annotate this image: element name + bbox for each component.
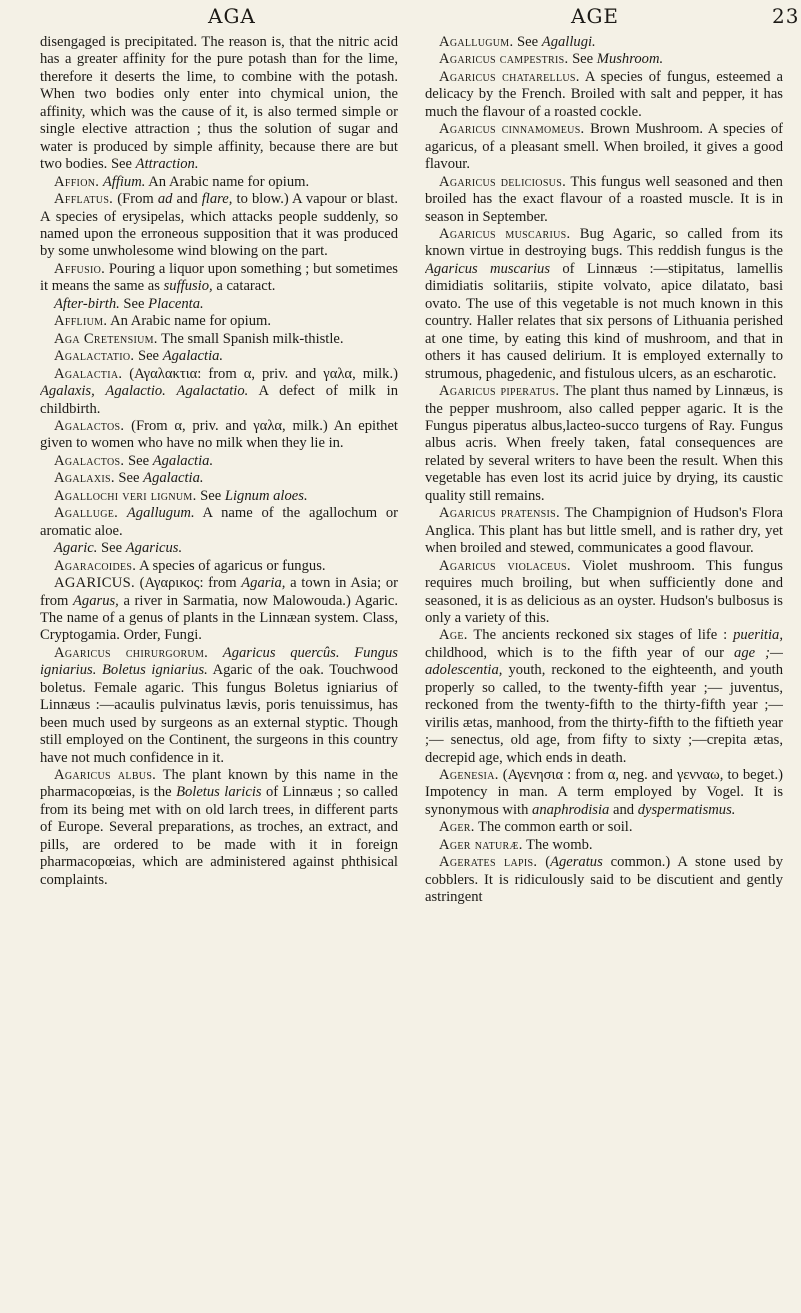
entry-text: of Linnæus :—stipitatus, lamellis dimidiatis solitariis, stipite volvato, apice dilatato, basi ovato. The use of this vegetable is not much known in this country. Haller relates that six persons of Lithuania perished at one time, by eating this kind of mushroom, and that in others it has caused delirium. It is employed externally to strumous, phagedenic, and fistulous ulcers, as an escharotic. [425,260,783,382]
entry-headword: Afflatus. [54,191,114,208]
dictionary-entry [425,34,783,51]
entry-italic-text: Placenta. [148,295,204,312]
entry-text: The womb. [522,836,593,853]
entry-headword: Agaricus piperatus. [439,383,560,400]
entry-headword: Agaricus chirurgorum. [54,644,209,661]
dictionary-entry [425,383,783,505]
dictionary-entry [425,51,783,68]
entry-text: The plant thus named by Linnæus, is the pepper mushroom, also called pepper agaric. It is the Fungus piperatus albus,lacteo-succo turgens of Ray. Fungus albus acris. When freely taken, fatal consequences are related by several writers to have been the result. When this vegetable has even lost its acrid juice by drying, its caustic quality still remains. [425,383,783,504]
dictionary-entry [40,331,398,348]
entry-headword: Agalactos. [54,452,125,469]
entry-headword: AGARICUS. [54,575,135,592]
entry-text: An Arabic name for opium. [107,313,272,330]
entry-headword: Agaricus pratensis. [439,505,560,522]
entry-headword: Agalaxis. [54,470,115,487]
entry-italic-text: Agallugum. [126,505,195,522]
entry-text: An Arabic name for opium. [145,173,310,190]
dictionary-entry [425,505,783,557]
entry-headword: Agallugum. [439,34,514,50]
entry-text: See [513,34,542,50]
page-number: 23 [772,4,800,28]
entry-italic-text: After-birth. [54,295,120,312]
dictionary-entry [40,558,398,575]
entry-text: Brown Mushroom. A species of agaricus, of a pleasant smell. When broiled, it gives a good flavour. [425,121,783,173]
entry-headword: Agerates lapis. [439,854,538,871]
dictionary-entry [40,348,398,365]
entry-headword: Ager naturæ. [439,836,523,853]
entry-text: (From [113,191,158,208]
dictionary-entry [425,226,783,383]
entry-headword: Agaricus deliciosus. [439,173,567,190]
entry-headword: Affusio. [54,260,106,277]
entry-italic-text: dyspermatismus. [637,801,736,818]
entry-text: childhood, which is to the fifth year of our [425,644,735,661]
dictionary-entry [425,767,783,819]
entry-italic-text: age ;—adolescentia, [425,644,783,679]
entry-text: This fungus well seasoned and then broiled has the exact flavour of a roasted muscle. It is in season in September. [425,173,783,225]
entry-italic-text: suffusio, [163,278,213,295]
dictionary-entry [425,627,783,767]
entry-headword: Aga Cretensium. [54,330,158,347]
entry-text: (Αγαρικος: from [134,575,242,592]
entry-italic-text: Agalactia. [162,348,224,365]
entry-text: See [114,470,144,487]
entry-text: Pouring a liquor upon something ; but sometimes it means the same as [40,260,398,295]
entry-text: and [609,801,638,818]
entry-text: a town in Asia; or from [40,575,398,609]
dictionary-entry [40,488,398,505]
entry-italic-text: pueritia, [733,627,783,644]
entry-italic-text: Agaria, [241,575,286,592]
entry-headword: Agaricus muscarius. [439,225,571,242]
dictionary-entry [425,558,783,628]
left-column [40,34,398,1304]
entry-headword: Agaricus chatarellus. [439,68,580,85]
entry-italic-text: Mushroom. [596,51,664,68]
entry-text: See [124,452,153,469]
entry-italic-text: Agarus, [73,592,119,609]
entry-headword: Agalactos. [54,417,125,434]
entry-italic-text: Agaricus. [125,540,183,557]
entry-text: Bug Agaric, so called from its known virtue in destroying bugs. This reddish fungus is the [425,225,783,260]
entry-italic-text: Agaricus quercûs. Fungus igniarius. Boletus igniarius. [40,644,398,679]
dictionary-entry [40,366,398,418]
entry-headword: Agenesia. [439,767,499,784]
header-left-guide-word: AGA [208,4,256,28]
dictionary-entry [40,767,398,889]
dictionary-entry [425,121,783,173]
entry-text: (Αγενησια : from α, neg. and γενναω, to beget.) Impotency in man. A term employed by Vogel. It is synonymous with [425,767,783,818]
entry-italic-text: Ageratus [550,854,603,871]
entry-text: of Linnæus ; so called from its being met with on old larch trees, in different parts of Europe. Several preparations, as troches, an extract, and pills, are ordered to be made with it in foreign pharmacopœias, which are administered against phthisical complaints. [40,784,398,888]
entry-text: Violet mushroom. This fungus requires much broiling, but when sufficiently done and seasoned, it is as delicious as an oyster. Hudson's bulbosus is only a variety of this. [425,557,783,626]
dictionary-entry [425,69,783,121]
entry-text: See [568,51,597,68]
entry-text: See [134,348,163,365]
entry-text: ( [537,854,551,871]
entry-text: and [172,191,202,208]
entry-italic-text: flare, [201,191,233,208]
dictionary-entry [40,296,398,313]
entry-headword: Ager. [439,819,475,836]
entry-text: The ancients reckoned six stages of life : [467,627,734,644]
entry-italic-text: Boletus laricis [176,784,262,801]
entry-italic-text: Agaric. [54,540,98,557]
entry-italic-text: Lignum aloes. [224,487,308,504]
entry-headword: Age. [439,627,468,644]
entry-text: common.) A stone used by cobblers. It is ridiculously said to be discutient and gently astringent [425,854,783,906]
dictionary-entry [40,470,398,487]
entry-text [118,505,127,521]
entry-italic-text: Affium. [102,173,146,190]
dictionary-entry [40,645,398,767]
dictionary-entry [425,854,783,906]
entry-text: a cataract. [212,278,276,295]
dictionary-entry [425,174,783,226]
entry-headword: Agaricus campestris. [439,51,569,68]
entry-text: Agaric of the oak. Touchwood boletus. Female agaric. This fungus Boletus igniarius of Linnæus :—acaulis pulvinatus lævis, poris tenuissimus, has been much used by surgeons as an external styptic. Though still employed on the Continent, the surgeons in this country have not much confidence in it. [40,662,398,766]
entry-text: The common earth or soil. [474,819,633,836]
entry-text: A defect of milk in childbirth. [40,383,398,417]
entry-italic-text: Agallugi. [541,34,596,50]
entry-text: A species of fungus, esteemed a delicacy by the French. Broiled with salt and pepper, it has much the flavour of a roasted cockle. [425,68,783,120]
entry-italic-text: Agalaxis, Agalactio. Agalactatio. [40,383,249,400]
entry-italic-text: Agalactia. [152,452,214,469]
entry-headword: Agallochi veri lignum. [54,487,197,504]
dictionary-entry [40,191,398,261]
dictionary-entry [40,575,398,645]
entry-headword: Agaricus cinnamomeus. [439,121,585,138]
entry-italic-text: Agaricus muscarius [425,260,551,277]
dictionary-entry [40,174,398,191]
entry-text: A name of the agallochum or aromatic aloe. [40,505,398,539]
dictionary-entry [40,540,398,557]
entry-headword: Agalluge. [54,505,119,522]
entry-text: The Champignion of Hudson's Flora Anglica. This plant has but little smell, and is rather dry, yet when broiled and stewed, communicates a good flavour. [425,505,783,557]
entry-text: youth, reckoned to the eighteenth, and youth properly so called, to the twenty-fifth year ;— juventus, reckoned from the twenty-fifth to the thirty-fifth year ;—virilis ætas, manhood, from the thirty-fifth to the fiftieth year ;— senectus, old age, from fifty to sixty ;—crepita ætas, decrepid age, which ends in death. [425,662,783,766]
entry-text: The small Spanish milk-thistle. [157,330,344,347]
entry-text: See [119,295,149,312]
entry-headword: Agalactia. [54,365,123,382]
entry-text: disengaged is precipitated. The reason is, that the nitric acid has a greater affinity for the pure potash than for the lime, therefore it deserts the lime, to combine with the potash. When two bodies only enter into chymical union, the affinity, which was the cause of it, is also termed simple or single elective attraction ; thus the solution of sugar and water is produced by simple affinity, because there are but two bodies. See [40,34,398,173]
entry-headword: Agaricus violaceus. [439,557,571,574]
dictionary-entry [40,453,398,470]
entry-headword: Affion. [54,173,100,190]
dictionary-entry [40,505,398,540]
entry-italic-text: anaphrodisia [532,801,610,818]
entry-text: a river in Sarmatia, now Malowouda.) Agaric. The name of a genus of plants in the Linnæan system. Class, Cryptogamia. Order, Fungi. [40,592,398,644]
dictionary-entry [425,819,783,836]
entry-text: See [196,487,225,504]
entry-italic-text: Agalactia. [143,470,204,487]
entry-headword: Agaracoides. [54,557,137,574]
entry-text: to blow.) A vapour or blast. A species of erysipelas, which attacks people suddenly, so named upon the erroneous supposition that it was produced by some unwholesome wind blowing on the part. [40,191,398,260]
entry-text: (Αγαλακτια: from α, priv. and γαλα, milk.) [122,365,398,382]
entry-headword: Afflium. [54,313,108,330]
entry-headword: Agalactatio. [54,348,135,365]
entry-text: The plant known by this name in the pharmacopœias, is the [40,767,398,801]
dictionary-entry [40,261,398,296]
dictionary-entry [40,418,398,453]
dictionary-entry [40,313,398,330]
dictionary-entry [425,837,783,854]
right-column [425,34,783,1304]
entry-text: A species of agaricus or fungus. [136,557,326,574]
running-header [0,4,801,30]
entry-text [208,645,223,661]
dictionary-entry [40,34,398,174]
entry-text: (From α, priv. and γαλα, milk.) An epithet given to women who have no milk when they lie in. [40,417,398,452]
entry-italic-text: ad [157,191,173,208]
entry-headword: Agaricus albus. [54,767,157,784]
entry-text: See [97,540,126,557]
entry-italic-text: Attraction. [135,156,199,173]
header-right-guide-word: AGE [571,4,620,28]
